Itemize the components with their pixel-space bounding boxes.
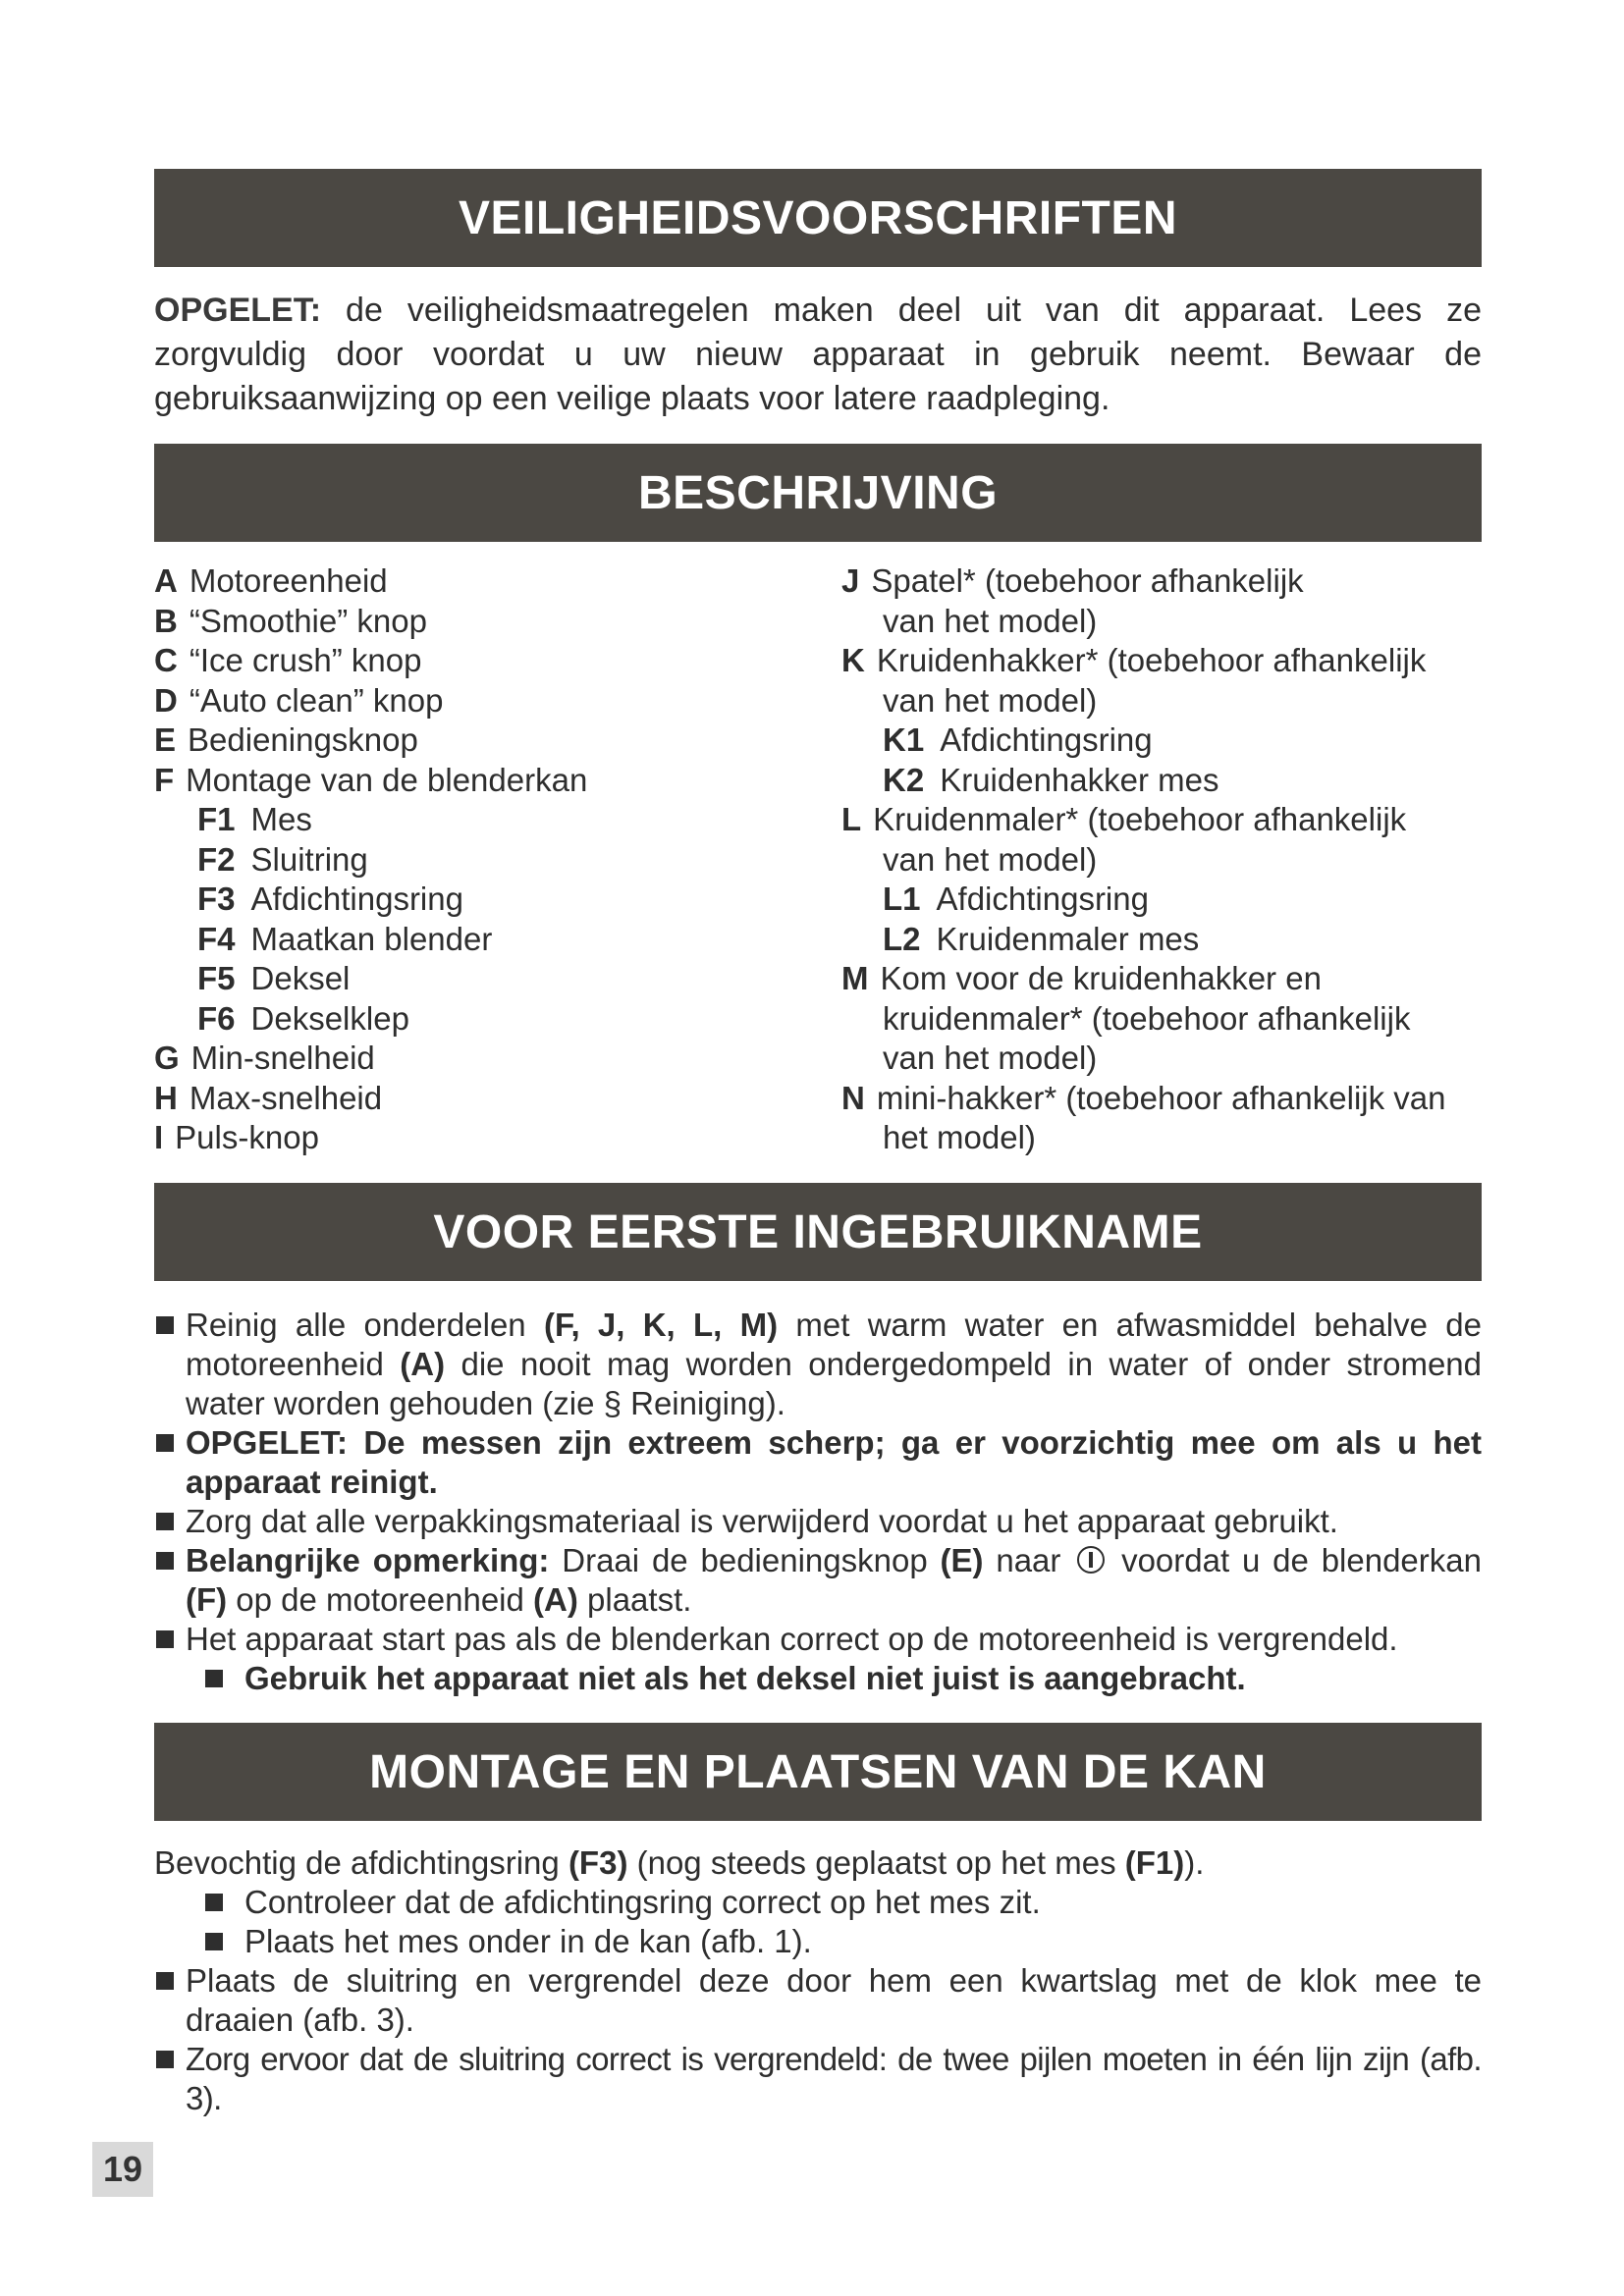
item-label: “Auto clean” knop xyxy=(189,681,444,719)
description-item xyxy=(841,1118,1446,1158)
item-label: Montage van de blenderkan xyxy=(186,761,588,798)
item-key: A xyxy=(154,562,178,599)
description-item xyxy=(841,641,1446,681)
description-item xyxy=(841,681,1446,721)
item-key: F5 xyxy=(197,960,236,996)
text: naar xyxy=(983,1542,1074,1578)
bullet-square-icon xyxy=(205,1933,223,1950)
item-key: F2 xyxy=(197,840,236,878)
item-key: F4 xyxy=(197,920,236,957)
item-key: N xyxy=(841,1079,865,1116)
ref: (F) xyxy=(186,1581,228,1618)
item-label: Deksel xyxy=(250,960,351,996)
item-key: K xyxy=(841,642,865,678)
item-key: B xyxy=(154,602,178,639)
list-item xyxy=(154,1961,1482,2040)
item-label: Bedieningsknop xyxy=(188,721,418,758)
bullet-square-icon xyxy=(156,1316,174,1334)
section-title-first-use: VOOR EERSTE INGEBRUIKNAME xyxy=(154,1183,1482,1281)
ref: (E) xyxy=(940,1542,984,1578)
item-label: Motoreenheid xyxy=(189,562,388,599)
description-item xyxy=(154,1039,587,1079)
item-label: “Smoothie” knop xyxy=(189,602,427,639)
bullet-square-icon xyxy=(156,2051,174,2068)
item-key: F3 xyxy=(197,881,236,917)
text: Plaats het mes onder in de kan (afb. 1). xyxy=(244,1923,812,1959)
description-item xyxy=(154,840,587,881)
text: op de motoreenheid xyxy=(227,1581,534,1618)
item-label: van het model) xyxy=(883,602,1098,639)
ref: (A) xyxy=(400,1346,446,1382)
description-item xyxy=(841,721,1446,761)
description-item xyxy=(841,959,1446,999)
item-label: Sluitring xyxy=(250,840,368,878)
text: Controleer dat de afdichtingsring correct op het mes zit. xyxy=(244,1884,1041,1920)
bullet-square-icon xyxy=(156,1434,174,1452)
safety-paragraph xyxy=(154,289,1482,421)
description-item xyxy=(154,959,587,999)
description-item xyxy=(841,999,1446,1040)
text: Draai de bedieningsknop xyxy=(549,1542,941,1578)
item-key: K2 xyxy=(883,761,925,798)
description-item xyxy=(841,920,1446,960)
item-key: G xyxy=(154,1040,180,1076)
list-item xyxy=(154,1502,1482,1541)
item-label: Kruidenhakker mes xyxy=(940,761,1219,798)
item-label: van het model) xyxy=(883,1040,1098,1076)
safety-lead: OPGELET: xyxy=(154,292,322,329)
bullet-square-icon xyxy=(205,1670,223,1687)
text: ). xyxy=(1184,1844,1205,1881)
bullet-square-icon xyxy=(156,1972,174,1990)
description-item xyxy=(154,641,587,681)
bullet-square-icon xyxy=(156,1552,174,1570)
text: Reinig alle onderdelen xyxy=(186,1307,544,1343)
item-label: Kom voor de kruidenhakker en xyxy=(880,960,1322,996)
item-label: van het model) xyxy=(883,681,1098,719)
item-key: I xyxy=(154,1119,164,1155)
description-item xyxy=(841,602,1446,642)
text: voordat u de blenderkan xyxy=(1109,1542,1482,1578)
item-label: Afdichtingsring xyxy=(250,881,463,917)
description-left-column xyxy=(154,561,587,1158)
item-key: L1 xyxy=(883,881,921,917)
description-item xyxy=(841,800,1446,840)
list-item xyxy=(154,1541,1482,1620)
item-key: F6 xyxy=(197,999,236,1037)
text: met warm water en afwasmiddel behalve de motoreenheid xyxy=(186,1307,1482,1382)
ref: (F1) xyxy=(1124,1844,1185,1881)
list-item xyxy=(154,1659,1482,1698)
item-key: L xyxy=(841,801,862,837)
item-label: mini-hakker* (toebehoor afhankelijk van xyxy=(876,1079,1446,1116)
list-item xyxy=(154,2040,1482,2118)
note-lead: Belangrijke opmerking: xyxy=(186,1542,550,1578)
text: Zorg dat alle verpakkingsmateriaal is verwijderd voordat u het apparaat gebruikt. xyxy=(186,1503,1338,1539)
description-item xyxy=(154,681,587,721)
description-item xyxy=(154,561,587,602)
list-item xyxy=(154,1883,1482,1922)
item-label: Max-snelheid xyxy=(189,1079,383,1116)
item-key: F xyxy=(154,761,175,798)
item-label: Puls-knop xyxy=(175,1119,319,1155)
item-label: Spatel* (toebehoor afhankelijk xyxy=(871,562,1304,599)
item-key: L2 xyxy=(883,920,921,957)
item-label: Maatkan blender xyxy=(250,920,493,957)
item-label: kruidenmaler* (toebehoor afhankelijk xyxy=(883,999,1411,1037)
ref: (F3) xyxy=(568,1844,628,1881)
list-item xyxy=(154,1423,1482,1502)
item-label: Kruidenhakker* (toebehoor afhankelijk xyxy=(876,642,1427,678)
item-key: H xyxy=(154,1079,178,1116)
first-use-list xyxy=(154,1306,1482,1698)
description-item xyxy=(154,920,587,960)
description-item xyxy=(154,602,587,642)
item-key: F1 xyxy=(197,801,236,837)
text: Plaats de sluitring en vergrendel deze door hem een kwartslag met de klok mee te draaien (afb. 3). xyxy=(186,1962,1482,2038)
section-title-safety: VEILIGHEIDSVOORSCHRIFTEN xyxy=(154,169,1482,267)
item-label: het model) xyxy=(883,1119,1036,1155)
item-key: E xyxy=(154,721,177,758)
warning-text: OPGELET: De messen zijn extreem scherp; ga er voorzichtig mee om als u het apparaat reinigt. xyxy=(186,1424,1482,1500)
section-title-assembly: MONTAGE EN PLAATSEN VAN DE KAN xyxy=(154,1723,1482,1821)
description-item xyxy=(154,880,587,920)
text: die nooit mag worden ondergedompeld in water of onder stromend water worden gehouden (zie § Reiniging). xyxy=(186,1346,1482,1421)
power-off-icon xyxy=(1077,1546,1105,1574)
item-label: Kruidenmaler mes xyxy=(936,920,1200,957)
text: Bevochtig de afdichtingsring xyxy=(154,1844,568,1881)
item-label: Min-snelheid xyxy=(190,1040,375,1076)
warning-text: Gebruik het apparaat niet als het deksel niet juist is aangebracht. xyxy=(244,1660,1246,1696)
description-item xyxy=(841,561,1446,602)
section-title-description: BESCHRIJVING xyxy=(154,444,1482,542)
description-item xyxy=(841,840,1446,881)
description-item xyxy=(841,1039,1446,1079)
text: Het apparaat start pas als de blenderkan correct op de motoreenheid is vergrendeld. xyxy=(186,1621,1398,1657)
ref: (F, J, K, L, M) xyxy=(543,1307,779,1343)
list-item xyxy=(154,1922,1482,1961)
description-item xyxy=(841,1079,1446,1119)
bullet-square-icon xyxy=(156,1630,174,1648)
item-label: van het model) xyxy=(883,840,1098,878)
description-item xyxy=(841,880,1446,920)
list-item xyxy=(154,1306,1482,1423)
bullet-square-icon xyxy=(205,1894,223,1911)
description-item xyxy=(841,761,1446,801)
text: Zorg ervoor dat de sluitring correct is vergrendeld: de twee pijlen moeten in één lijn zijn (afb. 3). xyxy=(186,2041,1482,2116)
item-key: M xyxy=(841,960,869,996)
assembly-list xyxy=(154,1843,1482,2118)
page-number: 19 xyxy=(92,2142,153,2197)
description-right-column xyxy=(841,561,1446,1158)
item-label: Kruidenmaler* (toebehoor afhankelijk xyxy=(873,801,1407,837)
description-item xyxy=(154,721,587,761)
item-label: Afdichtingsring xyxy=(936,881,1149,917)
text: (nog steeds geplaatst op het mes xyxy=(627,1844,1125,1881)
item-label: Afdichtingsring xyxy=(940,721,1153,758)
description-item xyxy=(154,761,587,801)
description-item xyxy=(154,999,587,1040)
assembly-intro xyxy=(154,1843,1482,1883)
description-item xyxy=(154,1079,587,1119)
bullet-square-icon xyxy=(156,1513,174,1530)
item-key: J xyxy=(841,562,860,599)
ref: (A) xyxy=(533,1581,578,1618)
item-label: Dekselklep xyxy=(250,999,409,1037)
item-key: K1 xyxy=(883,721,925,758)
list-item xyxy=(154,1620,1482,1659)
text: plaatst. xyxy=(577,1581,692,1618)
item-key: C xyxy=(154,642,178,678)
item-key: D xyxy=(154,681,178,719)
safety-text: de veiligheidsmaatregelen maken deel uit van dit apparaat. Lees ze zorgvuldig door voordat u uw nieuw apparaat in gebruik neemt. Bewaar de gebruiksaanwijzing op een veilige plaats voor latere raadpleging. xyxy=(154,292,1482,417)
item-label: Mes xyxy=(250,801,312,837)
description-item xyxy=(154,1118,587,1158)
description-item xyxy=(154,800,587,840)
item-label: “Ice crush” knop xyxy=(189,642,422,678)
